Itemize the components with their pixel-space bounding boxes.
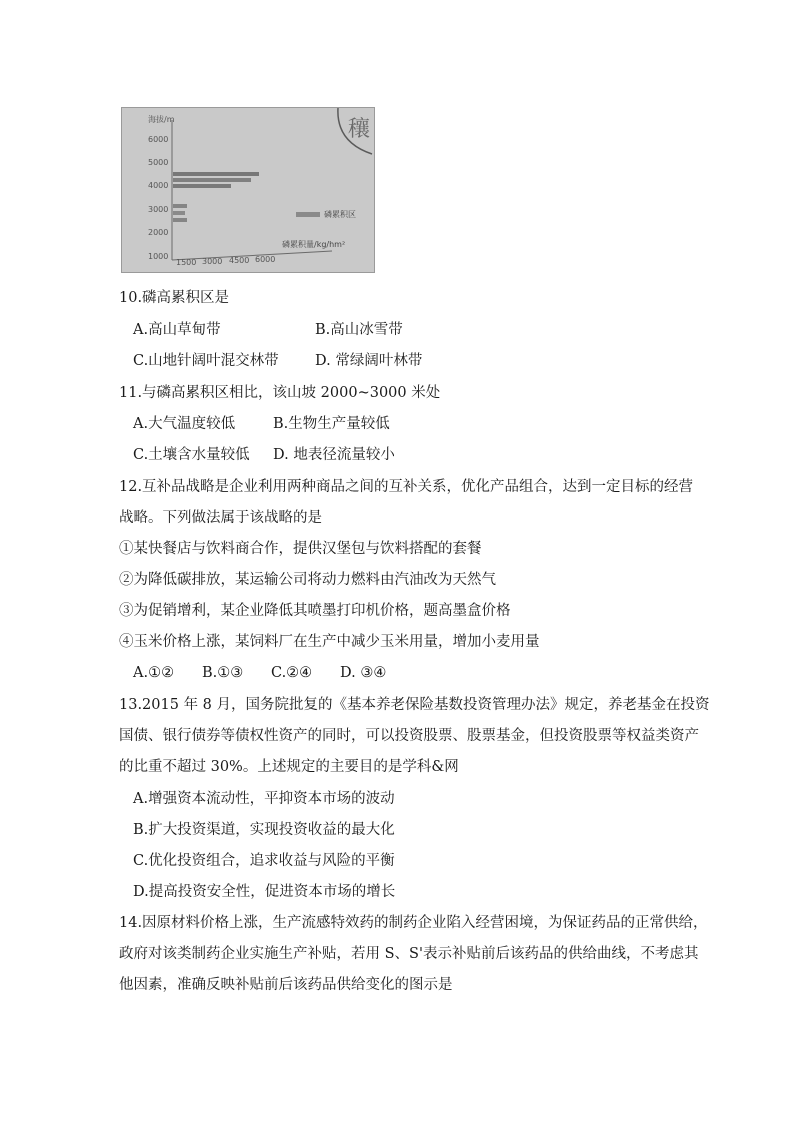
q13-option-d: D.提高投资安全性，促进资本市场的增长	[133, 884, 396, 900]
bar	[173, 178, 251, 182]
q10-option-b: B.高山冰雪带	[315, 322, 403, 338]
q12-option-d: D. ③④	[340, 665, 387, 681]
figure-canvas	[122, 108, 375, 273]
q11-option-b: B.生物生产量较低	[273, 416, 390, 432]
q12-option-c: C.②④	[271, 665, 313, 681]
bar	[173, 211, 185, 215]
corner-glyph: 穰	[348, 117, 371, 142]
q12-option-b: B.①③	[202, 665, 244, 681]
q12-stem-line1: 12.互补品战略是企业利用两种商品之间的互补关系，优化产品组合，达到一定目标的经营	[119, 479, 694, 495]
y-tick: 6000	[148, 135, 169, 144]
bar	[173, 172, 259, 176]
x-axis-title: 磷累积量/kg/hm²	[282, 240, 346, 249]
q11-option-c: C.土壤含水量较低	[133, 447, 250, 463]
q14-stem-line2: 政府对该类制药企业实施生产补贴，若用 S、S'表示补贴前后该药品的供给曲线，不考虑其	[119, 946, 699, 962]
q12-option-a: A.①②	[133, 665, 175, 681]
y-tick: 4000	[148, 181, 169, 190]
q13-stem-line1: 13.2015 年 8 月，国务院批复的《基本养老保险基数投资管理办法》规定，养老基金在投资	[119, 697, 710, 713]
q11-option-d: D. 地表径流量较小	[273, 447, 395, 463]
altitude-phosphorus-figure	[121, 107, 375, 273]
q13-option-c: C.优化投资组合，追求收益与风险的平衡	[133, 853, 395, 869]
q12-item-3: ③为促销增利，某企业降低其喷墨打印机价格，题高墨盒价格	[119, 603, 511, 619]
y-tick: 3000	[148, 205, 169, 214]
y-tick: 2000	[148, 228, 169, 237]
q12-stem-line2: 战略。下列做法属于该战略的是	[119, 510, 322, 526]
q12-item-2: ②为降低碳排放，某运输公司将动力燃料由汽油改为天然气	[119, 572, 496, 588]
y-tick: 5000	[148, 158, 169, 167]
q10-option-a: A.高山草甸带	[133, 322, 221, 338]
q11-stem: 11.与磷高累积区相比，该山坡 2000~3000 米处	[119, 385, 441, 401]
x-tick: 4500	[229, 256, 250, 265]
q14-stem-line1: 14.因原材料价格上涨，生产流感特效药的制药企业陷入经营困境，为保证药品的正常供给，	[119, 915, 708, 931]
x-tick: 6000	[255, 255, 276, 264]
q10-stem: 10.磷高累积区是	[119, 290, 230, 306]
q13-stem-line2: 国债、银行债券等债权性资产的同时，可以投资股票、股票基金，但投资股票等权益类资产	[119, 728, 699, 744]
bar	[173, 218, 187, 222]
q13-stem-line3: 的比重不超过 30%。上述规定的主要目的是学科&网	[119, 759, 459, 775]
legend-swatch	[296, 212, 320, 217]
q11-option-a: A.大气温度较低	[133, 416, 236, 432]
q10-option-c: C.山地针阔叶混交林带	[133, 353, 279, 369]
y-axis-title: 海拔/m	[148, 115, 175, 124]
q12-item-4: ④玉米价格上涨，某饲料厂在生产中减少玉米用量，增加小麦用量	[119, 634, 540, 650]
q13-option-b: B.扩大投资渠道，实现投资收益的最大化	[133, 822, 395, 838]
q14-stem-line3: 他因素，准确反映补贴前后该药品供给变化的图示是	[119, 977, 453, 993]
bar	[173, 184, 231, 188]
x-tick: 3000	[202, 257, 223, 266]
x-tick: 1500	[176, 258, 197, 267]
y-tick: 1000	[148, 252, 169, 261]
legend-label: 磷累积区	[324, 210, 356, 219]
q10-option-d: D. 常绿阔叶林带	[315, 353, 423, 369]
bar	[173, 204, 187, 208]
q13-option-a: A.增强资本流动性，平抑资本市场的波动	[133, 791, 395, 807]
q12-item-1: ①某快餐店与饮料商合作，提供汉堡包与饮料搭配的套餐	[119, 541, 482, 557]
